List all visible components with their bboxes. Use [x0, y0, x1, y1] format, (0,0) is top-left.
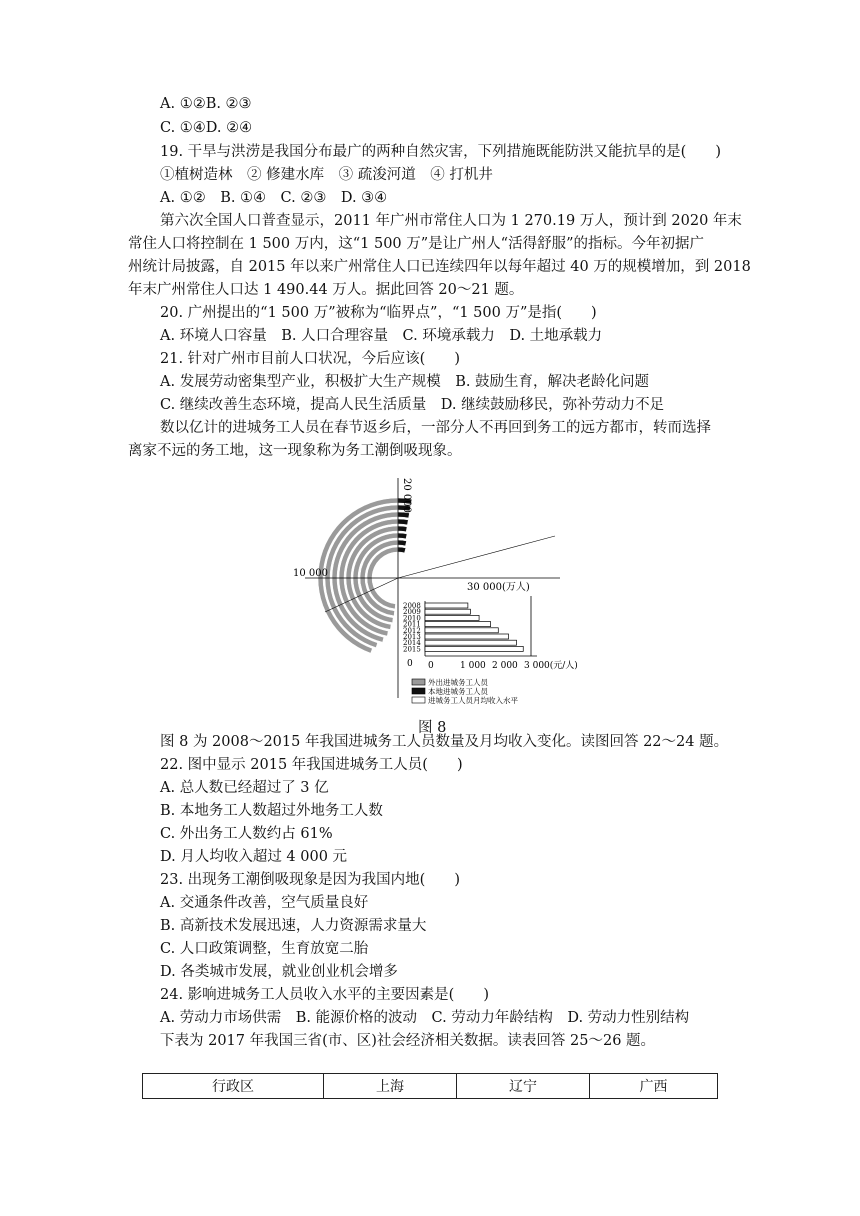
local-workers-ring	[398, 519, 408, 525]
text-line: A. 环境人口容量 B. 人口合理容量 C. 环境承载力 D. 土地承载力	[160, 328, 603, 344]
text-line: 图 8 为 2008～2015 年我国进城务工人员数量及月均收入变化。读图回答 22～24 题。	[160, 734, 729, 750]
local-workers-ring	[398, 533, 407, 539]
table-header-cell: 行政区	[143, 1074, 324, 1099]
legend-label: 进城务工人员月均收入水平	[428, 696, 518, 705]
figure-caption: 图 8	[418, 720, 447, 736]
year-label: 2015	[403, 645, 421, 654]
income-bar-2008	[425, 603, 468, 608]
legend-swatch	[412, 679, 425, 685]
table-header-cell: 辽宁	[457, 1074, 590, 1099]
income-bar-2013	[425, 634, 509, 639]
figure-8-chart	[285, 472, 605, 712]
legend-label: 外出进城务工人员	[428, 678, 488, 687]
axis-top-label: 20 000	[401, 478, 412, 513]
year-label: 2014	[403, 639, 421, 648]
text-line: 第六次全国人口普查显示，2011 年广州市常住人口为 1 270.19 万人，预计到 2020 年末	[160, 213, 742, 229]
income-bar-2012	[425, 628, 498, 633]
y-zero-label: 0	[407, 659, 413, 669]
year-label: 2010	[403, 614, 421, 623]
text-line: 离家不远的务工地，这一现象称为务工潮倒吸现象。	[128, 443, 462, 459]
text-line: A. 交通条件改善，空气质量良好	[160, 895, 369, 911]
year-label: 2012	[403, 626, 421, 635]
income-bar-2010	[425, 615, 479, 620]
diagonal-axis	[398, 536, 555, 578]
table-header-row	[143, 1074, 718, 1099]
income-bar-2014	[425, 640, 517, 645]
text-line: A. ①②B. ②③	[160, 96, 252, 112]
text-line: ①植树造林 ② 修建水库 ③ 疏浚河道 ④ 打机井	[160, 167, 493, 183]
text-line: 22. 图中显示 2015 年我国进城务工人员( )	[160, 757, 463, 773]
x-tick-label: 0	[428, 661, 434, 671]
text-line: C. 外出务工人数约占 61%	[160, 826, 333, 842]
legend-swatch	[412, 697, 425, 703]
income-bar-2009	[425, 609, 470, 614]
text-line: B. 本地务工人数超过外地务工人数	[160, 803, 383, 819]
text-line: 年末广州常住人口达 1 490.44 万人。据此回答 20～21 题。	[128, 282, 524, 298]
year-label: 2011	[403, 620, 421, 629]
table-header-cell: 广西	[590, 1074, 718, 1099]
year-label: 2013	[403, 633, 421, 641]
text-line: A. 总人数已经超过了 3 亿	[160, 780, 329, 796]
legend-swatch	[412, 688, 425, 694]
income-bar-2015	[425, 646, 523, 651]
text-line: C. 人口政策调整，生育放宽二胎	[160, 941, 369, 957]
text-line: 19. 干旱与洪涝是我国分布最广的两种自然灾害，下列措施既能防洪又能抗旱的是( )	[160, 144, 721, 160]
local-workers-ring	[398, 547, 406, 553]
text-line: D. 各类城市发展，就业创业机会增多	[160, 964, 398, 980]
x-tick-label: 3 000(元/人)	[524, 661, 578, 671]
income-bar-2011	[425, 622, 491, 627]
text-line: 州统计局披露，自 2015 年以来广州常住人口已连续四年以每年超过 40 万的规模增加，到 2018	[128, 259, 751, 275]
text-line: 23. 出现务工潮倒吸现象是因为我国内地( )	[160, 872, 460, 888]
x-tick-label: 2 000	[492, 661, 518, 671]
text-line: 常住人口将控制在 1 500 万内，这“1 500 万”是让广州人“活得舒服”的指标。今年初据广	[128, 236, 704, 252]
text-line: A. 发展劳动密集型产业，积极扩大生产规模 B. 鼓励生育，解决老龄化问题	[160, 374, 650, 390]
text-line: A. 劳动力市场供需 B. 能源价格的波动 C. 劳动力年龄结构 D. 劳动力性别结构	[160, 1010, 690, 1026]
legend-label: 本地进城务工人员	[428, 687, 488, 696]
local-workers-ring	[398, 526, 407, 532]
text-line: 下表为 2017 年我国三省(市、区)社会经济相关数据。读表回答 25～26 题。	[160, 1033, 656, 1049]
text-line: 数以亿计的进城务工人员在春节返乡后，一部分人不再回到务工的远方都市，转而选择	[160, 420, 711, 436]
text-line: 24. 影响进城务工人员收入水平的主要因素是( )	[160, 987, 489, 1003]
workers-income-chart	[285, 472, 605, 712]
year-label: 2008	[403, 602, 421, 610]
axis-right-label: 30 000(万人)	[467, 582, 530, 593]
text-line: 21. 针对广州市目前人口状况，今后应该( )	[160, 351, 460, 367]
text-line: B. 高新技术发展迅速，人力资源需求量大	[160, 918, 427, 934]
axis-left-label: 10 000	[293, 568, 328, 579]
text-line: 20. 广州提出的“1 500 万”被称为“临界点”，“1 500 万”是指( )	[160, 305, 597, 321]
table-header-cell: 上海	[324, 1074, 457, 1099]
local-workers-ring	[398, 540, 407, 546]
year-label: 2009	[403, 608, 421, 617]
text-line: C. ①④D. ②④	[160, 120, 253, 136]
text-line: A. ①② B. ①④ C. ②③ D. ③④	[160, 190, 388, 206]
text-line: C. 继续改善生态环境，提高人民生活质量 D. 继续鼓励移民，弥补劳动力不足	[160, 397, 665, 413]
text-line: D. 月人均收入超过 4 000 元	[160, 849, 348, 865]
province-data-table	[142, 1073, 718, 1099]
x-tick-label: 1 000	[460, 661, 486, 671]
